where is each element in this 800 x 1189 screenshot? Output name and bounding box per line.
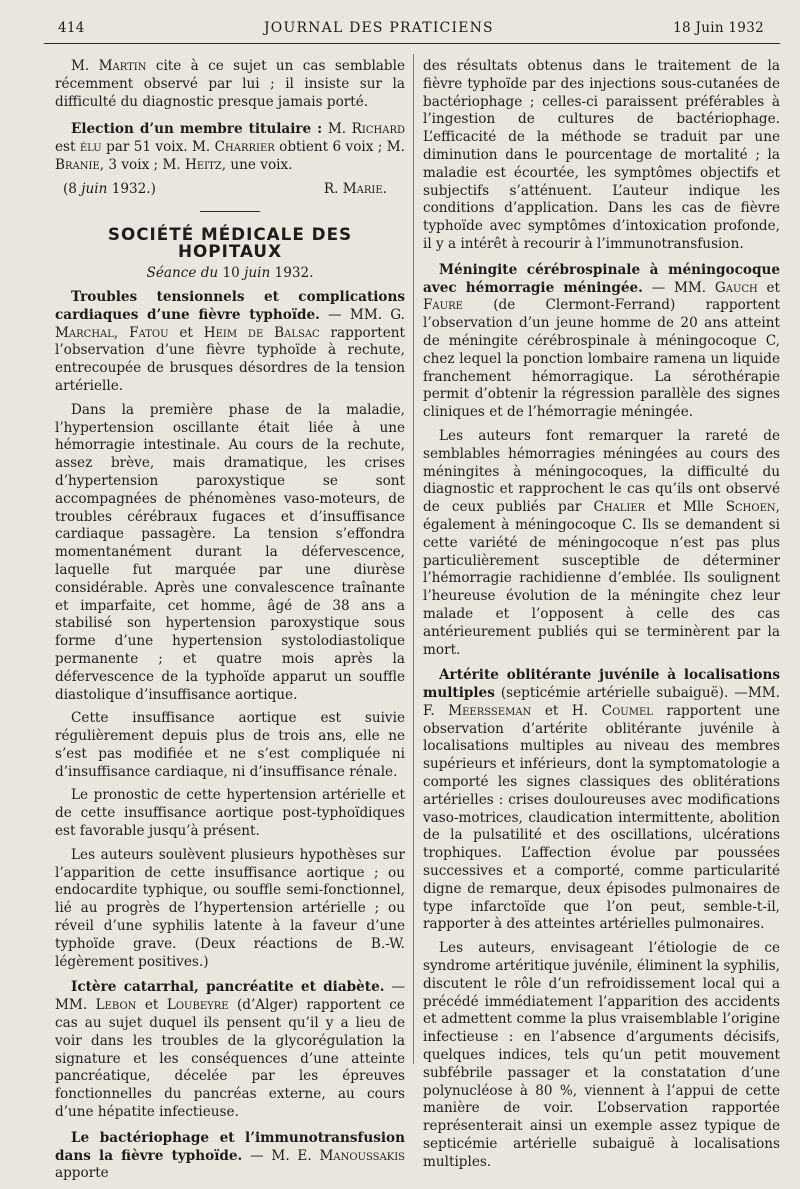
journal-title: JOURNAL DES PRATICIENS (263, 20, 494, 36)
page-number: 414 (58, 20, 85, 36)
election-signature-row (55, 181, 405, 199)
troubles-paragraph: Troubles tensionnels et complications cardiaques d’une fièvre typhoïde. — MM. G. Marchal, Fatou et Heim de Balsac rapportent l’observation d’une fièvre typhoïde à rechute, entrecoupée de brusques désordres de la tension artérielle. (55, 288, 405, 394)
section-title: SOCIÉTÉ MÉDICALE DES HOPITAUX (107, 223, 353, 262)
page-header (58, 20, 764, 36)
right-column (423, 58, 780, 1178)
section-separator (200, 211, 260, 212)
troubles-paragraph-5: Les auteurs soulèvent plusieurs hypothèses sur l’apparition de cette insuffisance aortique ; ou endocardite typhique, ou souffle semi-fonctionnel, lié au progrès de l’hypertension artérielle ; ou réveil d’une syphilis latente à la faveur d’une typhoïde grave. (Deux réactions de B.-W. légèrement positives.) (55, 846, 405, 970)
troubles-paragraph-3: Cette insuffisance aortique est suivie régulièrement depuis plus de trois ans, elle ne s’est pas modifiée et ne s’est compliquée ni d’insuffisance cardiaque, ni d’insuffisance rénale. (55, 710, 405, 780)
election-date: (8 juin 1932.) (63, 180, 156, 197)
meningite-paragraph: Méningite cérébrospinale à méningocoque avec hémorragie méningée. — MM. Gauch et Faure (de Clermont-Ferrand) rapportent l’observation d’un jeune homme de 20 ans atteint de méningite cérébrospinale à méningocoque C, chez lequel la ponction lombaire ramena un liquide franchement hémorragique. La sérothérapie permit d’obtenir la régression parallèle des signes cliniques et de l’hémorragie méningée. (423, 261, 781, 421)
martin-paragraph: M. Martin cite à ce sujet un cas semblable récemment observé par lui ; il insiste sur la difficulté du diagnostic presque jamais porté. (55, 58, 405, 110)
ictere-paragraph: Ictère catarrhal, pancréatite et diabète. — MM. Lebon et Loubeyre (d’Alger) rapportent ce cas au sujet duquel ils pensent qu’il y a lieu de voir dans les troubles de la glycorégulation la signature et les conséquences d’une atteinte pancréatique, décelée par les épreuves fonctionnelles du pancréas externe, au cours d’une hépatite infectieuse. (55, 979, 405, 1121)
issue-date: 18 Juin 1932 (673, 20, 764, 36)
header-rule (44, 43, 780, 44)
arterite-paragraph-2: Les auteurs, envisageant l’étiologie de ce syndrome artéritique juvénile, éliminent la syphilis, discutent le rôle d’un refroidissement local qui a précédé immédiatement l’apparition des accidents et admettent comme la plus vraisemblable l’origine infectieuse : en l’absence d’arguments décisifs, quelques indices, tels qu’un petit mouvement subfébrile passager et la constatation d’une polynucléose à 80 %, viennent à l’appui de cette manière de voir. L’observation rapportée représenterait ainsi un exemple assez typique de septicémie artérielle subaiguë à localisations multiples. (423, 940, 780, 1170)
seance-line: Séance du 10 juin 1932. (146, 265, 314, 282)
bacterio-continuation: des résultats obtenus dans le traitement de la fièvre typhoïde par des injections sous-cutanées de bactériophage ; celles-ci paraissent préférables à l’ingestion de cultures de bactériophage. L’efficacité de la méthode se traduit par une diminution dans le pourcentage de mortalité ; la maladie est écourtée, les symptômes objectifs et subjectifs s’atténuent. L’auteur indique les conditions d’application. Dans les cas de fièvre typhoïde avec symptômes d’intoxication profonde, il y a intérêt à recourir à l’immunotransfusion. (423, 58, 780, 252)
arterite-paragraph: Artérite oblitérante juvénile à localisations multiples (septicémie artérielle subaiguë). —MM. F. Meersseman et H. Coumel rapportent une observation d’artérite oblitérante juvénile à localisations multiples au niveau des membres supérieurs et inférieurs, dont la symptomatologie a comporté les signes classiques des oblitérations artérielles : crises douloureuses avec modifications vaso-motrices, claudication intermittente, abolition de la pulsatilité et des oscillations, ulcérations trophiques. L’affection évolue par poussées successives et a comporté, comme particularité digne de remarque, deux épisodes pulmonaires de type infarctoïde que l’on peut, semble-t-il, rapporter à des atteintes artérielles pulmonaires. (423, 667, 781, 933)
signature: R. Marie. (323, 180, 387, 197)
election-paragraph: Election d’un membre titulaire : M. Richard est élu par 51 voix. M. Charrier obtient 6 voix ; M. Branie, 3 voix ; M. Heitz, une voix. (55, 121, 405, 173)
troubles-paragraph-2: Dans la première phase de la maladie, l’hypertension oscillante était liée à une hémorragie intestinale. Au cours de la rechute, assez brève, mais dramatique, les crises d’hypertension paroxystique se sont accompagnées de phénomènes vaso-moteurs, de troubles cérébraux fugaces et d’insuffisance cardiaque passagère. La tension s’effondra momentanément durant la défervescence, laquelle fut marquée par une diurèse considérable. Après une convalescence traînante et imparfaite, cet homme, âgé de 38 ans a stabilisé son hypertension paroxystique sous forme d’une hypertension systolodiastolique permanente ; et quatre mois après la défervescence de la typhoïde apparut un souffle diastolique d’insuffisance aortique. (55, 401, 405, 703)
meningite-paragraph-2: Les auteurs font remarquer la rareté de semblables hémorragies méningées au cours des méningites à méningocoques, la difficulté du diagnostic et rapprochent le cas qu’ils ont observé de ceux publiés par Chalier et Mlle Schoen, également à méningocoque C. Ils se demandent si cette variété de méningocoque n’est pas plus particulièrement susceptible de déterminer l’hémorragie rachidienne d’emblée. Ils soulignent l’heureuse évolution de la méningite chez leur malade et l’opposent à celle des cas antérieurement publiés qui se terminèrent par la mort. (423, 427, 780, 658)
left-column (55, 58, 405, 1189)
troubles-paragraph-4: Le pronostic de cette hypertension artérielle et de cette insuffisance aortique post-typhoïdiques est favorable jusqu’à présent. (55, 787, 405, 840)
column-divider (413, 54, 414, 1064)
bacterio-paragraph: Le bactériophage et l’immunotransfusion dans la fièvre typhoïde. — M. E. Manoussakis apporte (55, 1129, 406, 1182)
